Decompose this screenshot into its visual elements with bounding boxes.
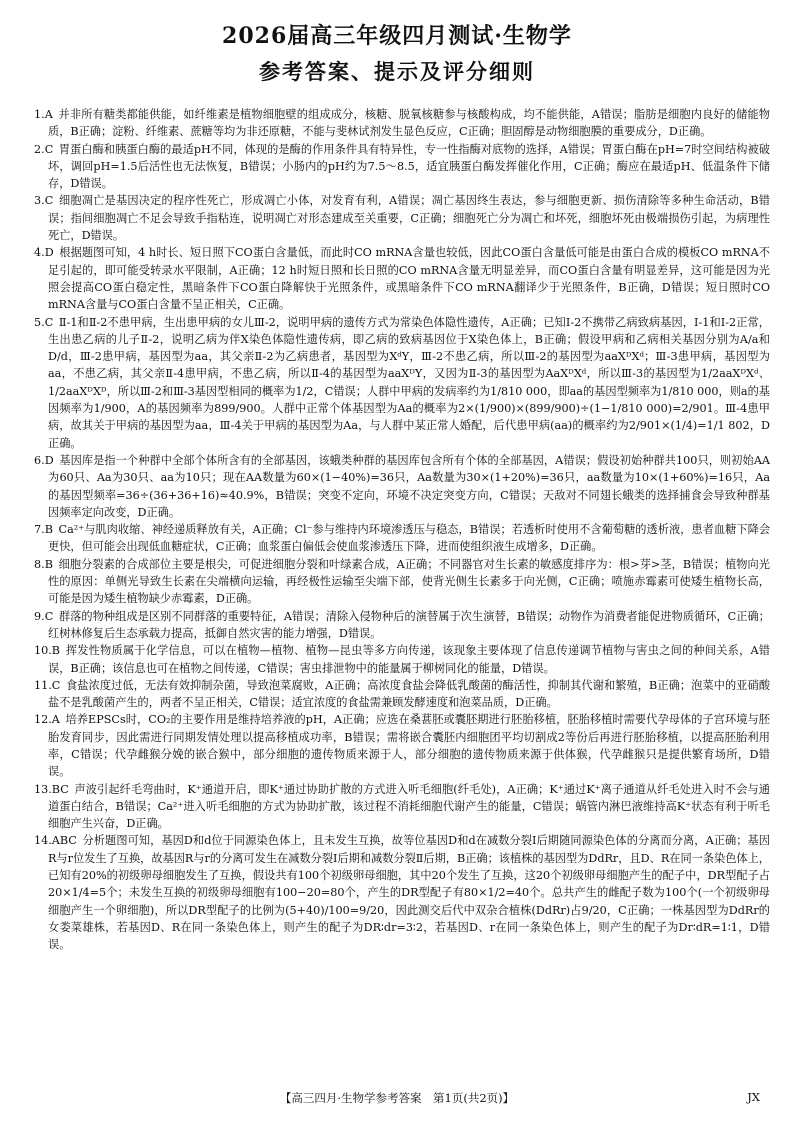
answer-letter: B (51, 644, 61, 658)
explanation-text: 声波引起纤毛弯曲时，K⁺通道开启，即K⁺通过协助扩散的方式进入听毛细胞(纤毛处)，A正确；K⁺通过K⁺离子通道从纤毛处进入时不会与通道蛋白结合，B错误；Ca²⁺进入听毛细胞的方式为协助扩散，该过程不消耗细胞代谢产生的能量，C错误；蜗管内淋巴液维持高K⁺状态有利于听毛细胞产生兴奋，D正确。 (48, 782, 770, 831)
answer-item-5 (34, 314, 770, 452)
question-number: 9. (34, 609, 45, 623)
explanation-text: 群落的物种组成是区别不同群落的重要特征，A错误；清除入侵物种后的演替属于次生演替，B错误；动物作为消费者能促进物质循环，C正确；红树林修复后生态承载力提高，抵御自然灾害的能力增强，D错误。 (48, 609, 770, 640)
footer-region-tag: JX (747, 1090, 760, 1104)
question-number: 14. (34, 834, 52, 848)
explanation-text: 胃蛋白酶和胰蛋白酶的最适pH不同，体现的是酶的作用条件具有特异性，专一性指酶对底物的选择，A错误；胃蛋白酶在pH=7时空间结构被破坏，调回pH=1.5后活性也无法恢复，B错误；小肠内的pH约为7.5～8.5，适宜胰蛋白酶发挥催化作用，C正确；酶应在最适pH、低温条件下储存，D错误。 (48, 142, 770, 191)
question-number: 8. (34, 557, 45, 571)
page-subtitle: 参考答案、提示及评分细则 (259, 59, 535, 84)
question-number: 2. (34, 142, 45, 156)
answer-letter: C (44, 194, 54, 208)
explanation-text: 细胞凋亡是基因决定的程序性死亡，形成凋亡小体，对发育有利，A错误；凋亡基因终生表达，参与细胞更新、损伤清除等多种生命活动，B错误；指间细胞凋亡不足会导致手指粘连，说明凋亡对形态建成至关重要，C正确；细胞死亡分为凋亡和坏死，细胞坏死由极端损伤引起，为病理性死亡，D错误。 (48, 194, 770, 243)
answer-letter: C (51, 678, 61, 692)
question-number: 4. (34, 246, 45, 260)
answer-item-6 (34, 452, 770, 521)
answer-item-14 (34, 832, 770, 953)
explanation-text: 并非所有糖类都能供能，如纤维素是植物细胞壁的组成成分，核糖、脱氧核糖参与核酸构成，均不能供能，A错误；脂肪是细胞内良好的储能物质，B正确；淀粉、纤维素、蔗糖等均为非还原糖，不能与斐林试剂发生显色反应，C正确；胆固醇是动物细胞膜的重要成分，D正确。 (48, 108, 770, 139)
answer-item-11 (34, 677, 770, 712)
question-number: 10. (34, 644, 52, 658)
answer-item-9 (34, 608, 770, 643)
answer-item-3 (34, 192, 770, 244)
question-number: 6. (34, 453, 45, 467)
answer-item-1 (34, 106, 770, 141)
question-number: 12. (34, 713, 52, 727)
answer-letter: B (44, 523, 53, 537)
answer-item-2 (34, 141, 770, 193)
answer-item-10 (34, 642, 770, 677)
answer-letter: C (44, 609, 54, 623)
answer-item-12 (34, 711, 770, 780)
explanation-text: 基因库是指一个种群中全部个体所含有的全部基因，该蛾类种群的基因库包含所有个体的全部基因，A错误；假设初始种群共100只，则初始AA为60只、Aa为30只、aa为10只；现在AA数量为60×(1−40%)=36只，Aa数量为30×(1+20%)=36只，aa数量为10×(1+60%)=16只，Aa的基因型频率=36÷(36+36+16)≈40.9%，B错误；突变不定向，环境不决定突变方向，C错误；天敌对不同翅长蛾类的选择捕食会导致种群基因频率定向改变，D正确。 (48, 453, 770, 519)
answer-item-7 (34, 521, 770, 556)
explanation-text: Ⅱ-1和Ⅱ-2不患甲病，生出患甲病的女儿Ⅲ-2，说明甲病的遗传方式为常染色体隐性遗传，A正确；已知Ⅰ-2不携带乙病致病基因，Ⅰ-1和Ⅰ-2正常，生出患乙病的儿子Ⅱ-2，说明乙病为伴X染色体隐性遗传病，即乙病的致病基因位于X染色体上，B正确；假设甲病和乙病相关基因分别为A/a和D/d，Ⅲ-2患甲病，基因型为aa，其父亲Ⅱ-2为乙病患者，基因型为XᵈY，Ⅲ-2不患乙病，所以Ⅲ-2的基因型为aaXᴰXᵈ；Ⅲ-3患甲病，基因型为aa，不患乙病，其父亲Ⅱ-4患甲病，不患乙病，所以Ⅱ-4的基因型为aaXᴰY，又因为Ⅱ-3的基因型为AaXᴰXᵈ，所以Ⅲ-3的基因型为1/2aaXᴰXᵈ、1/2aaXᴰXᴰ，所以Ⅲ-2和Ⅲ-3基因型相同的概率为1/2，C错误；人群中甲病的发病率约为1/810 000，即aa的基因型频率为1/810 000，则a的基因频率为1/900，A的基因频率为899/900。人群中正常个体基因型为Aa的概率为2×(1/900)×(899/900)÷(1−1/810 000)=2/901。Ⅲ-4患甲病，故其关于甲病的基因型为aa，Ⅲ-4关于甲病的基因型为Aa，与人群中某正常人婚配，后代患甲病(aa)的概率约为2/901×(1/4)=1/1 802，D正确。 (48, 315, 770, 450)
question-number: 11. (34, 678, 52, 692)
explanation-text: 培养EPSCs时，CO₂的主要作用是维持培养液的pH，A正确；应选在桑葚胚或囊胚期进行胚胎移植，胚胎移植时需要代孕母体的子宫环境与胚胎发育同步，因此需进行同期发情处理以提高移植成功率，B错误；需将嵌合囊胚内细胞团平均切割成2等份后再进行胚胎移植，以提高胚胎利用率，C错误；代孕雌猴分娩的嵌合猴中，部分细胞的遗传物质来源于人，部分细胞的遗传物质来源于供体猴，代孕雌猴只是提供繁育场所，D错误。 (48, 713, 770, 779)
answer-letter: C (44, 315, 54, 329)
answer-letter: A (44, 108, 53, 121)
answer-letter: B (44, 557, 53, 571)
explanation-text: 食盐浓度过低，无法有效抑制杂菌，导致泡菜腐败，A正确；高浓度食盐会降低乳酸菌的酶活性，抑制其代谢和繁殖，B正确；泡菜中的亚硝酸盐不是乳酸菌产生的，两者不呈正相关，C错误；适宜浓度的食盐需兼顾发酵速度和泡菜品质，D正确。 (48, 678, 771, 710)
question-number: 13. (34, 782, 52, 796)
answer-item-4 (34, 244, 770, 313)
explanation-text: 分析题图可知，基因D和d位于同源染色体上，且未发生互换，故等位基因D和d在减数分裂Ⅰ后期随同源染色体的分离而分离，A正确；基因R与r位发生了互换，故基因R与r的分离可发生在减数分裂Ⅰ后期和减数分裂Ⅱ后期，B正确；该植株的基因型为DdRr，且D、R在同一条染色体上，已知有20%的初级卵母细胞发生了互换，假设共有100个初级卵母细胞，其中20个发生了互换，这20个初级卵母细胞产生的配子中，DR型配子占20×1/4=5个；未发生互换的初级卵母细胞有100−20=80个，产生的DR型配子有80×1/2=40个。总共产生的雌配子数为100个(一个初级卵母细胞产生一个卵细胞)，所以DR型配子的比例为(5+40)/100=9/20，因此测交后代中双杂合植株(DdRr)占9/20，C正确；一株基因型为DdRr的女娄菜雄株，若基因D、R在同一条染色体上，则产生的配子为DR∶dr=3∶2，若基因D、r在同一条染色体上，则产生的配子为Dr∶dR=1∶1，D错误。 (48, 834, 770, 952)
question-number: 5. (34, 315, 45, 329)
answer-item-8 (34, 556, 770, 608)
question-number: 3. (34, 194, 45, 208)
page-footer: 【高三四月·生物学参考答案 第1页(共2页)】 (279, 1091, 515, 1105)
explanation-text: 细胞分裂素的合成部位主要是根尖，可促进细胞分裂和叶绿素合成，A正确；不同器官对生长素的敏感度排序为：根>芽>茎，B错误；植物向光性的原因：单侧光导致生长素在尖端横向运输，再经极性运输至尖端下部，使背光侧生长素多于向光侧，C正确；喷施赤霉素可使矮生植物长高，可能是因为矮生植物缺少赤霉素，D正确。 (48, 557, 770, 606)
answer-letter: D (44, 453, 54, 467)
answer-letter: C (44, 142, 54, 156)
question-number: 7. (34, 523, 45, 537)
answer-letter: D (44, 246, 54, 260)
page-title: 2026届高三年级四月测试·生物学 (222, 23, 572, 49)
answer-item-13 (34, 781, 770, 833)
question-number: 1. (34, 108, 45, 121)
explanation-text: 根据题图可知，4 h时长、短日照下CO蛋白含量低，而此时CO mRNA含量也较低，因此CO蛋白含量低可能是由蛋白合成的模板CO mRNA不足引起的，即可能受转录水平限制，A正确；12 h时短日照和长日照的CO mRNA含量无明显差异，而CO蛋白含量有明显差异，这可能是因为光照会提高CO蛋白稳定性，黑暗条件下CO蛋白降解快于光照条件，或黑暗条件下CO mRNA翻译少于光照条件，B正确，D错误；短日照时CO mRNA含量与CO蛋白含量不呈正相关，C正确。 (48, 246, 770, 312)
answer-letter: BC (51, 782, 69, 796)
explanation-text: Ca²⁺与肌肉收缩、神经递质释放有关，A正确；Cl⁻参与维持内环境渗透压与稳态，B错误；若透析时使用不含葡萄糖的透析液，患者血糖下降会更快，但可能会出现低血糖症状，C正确；血浆蛋白偏低会使血浆渗透压下降，进而使组织液生成增多，D正确。 (48, 523, 771, 554)
answer-list (34, 106, 770, 954)
explanation-text: 挥发性物质属于化学信息，可以在植物—植物、植物—昆虫等多方向传递，该现象主要体现了信息传递调节植物与害虫之间的种间关系，A错误，B正确；该信息也可在植物之间传递，C错误；害虫排泄物中的能量属于柳树同化的能量，D错误。 (48, 644, 770, 675)
answer-letter: ABC (51, 834, 77, 848)
answer-letter: A (51, 713, 60, 727)
